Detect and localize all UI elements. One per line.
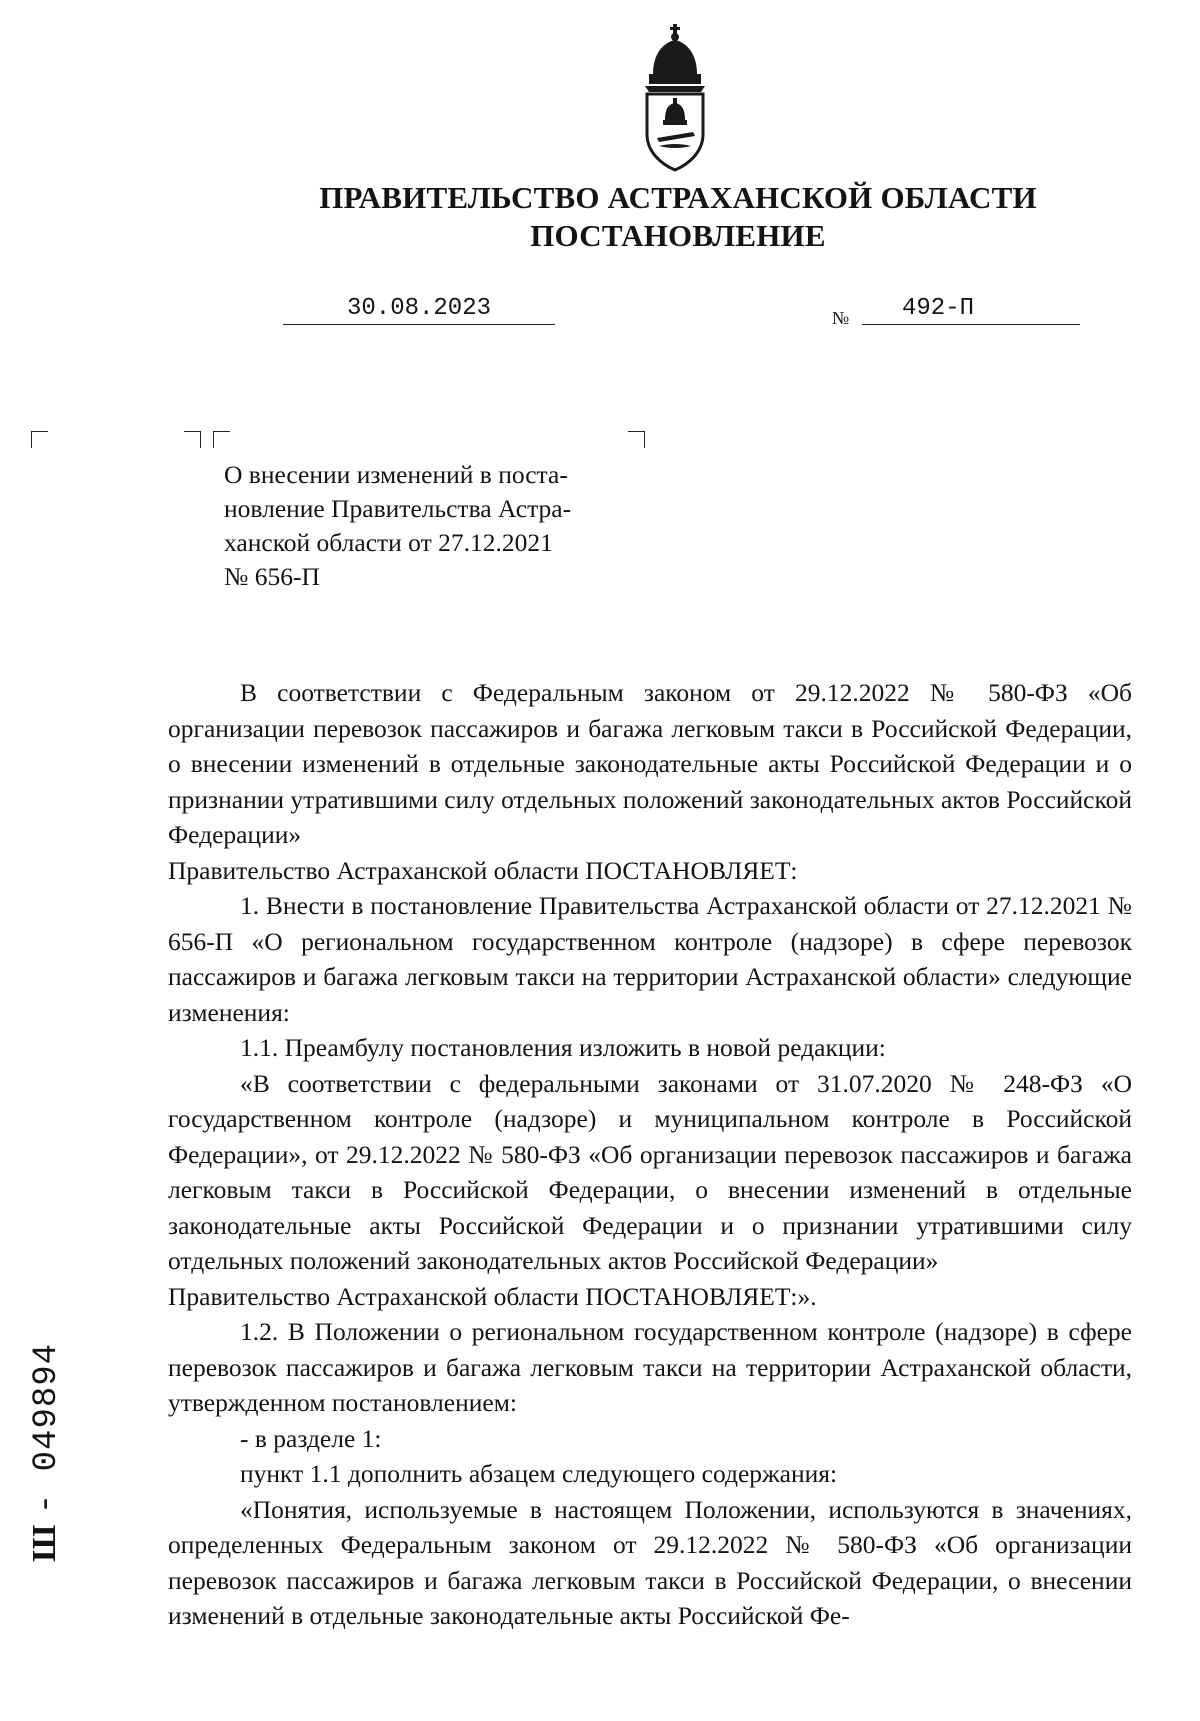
body-paragraph: Правительство Астраханской области ПОСТАНОВЛЯЕТ:». xyxy=(168,1281,817,1311)
number-label: № xyxy=(832,308,850,328)
form-serial-stamp xyxy=(26,1343,66,1562)
form-serial-number: - 049894 xyxy=(28,1342,66,1515)
body-paragraph: пункт 1.1 дополнить абзацем следующего содержания: xyxy=(240,1459,838,1488)
subject-corner-mark-inner xyxy=(213,431,230,448)
organization-title: ПРАВИТЕЛЬСТВО АСТРАХАНСКОЙ ОБЛАСТИ xyxy=(319,180,1037,215)
form-series: Ш xyxy=(26,1523,63,1562)
subject-line: О внесении изменений в поста- xyxy=(224,460,568,489)
body-paragraph: «В соответствии с федеральными законами от 31.07.2020 № 248-ФЗ «О государственном контроле (надзоре) и муниципальном контроле в Российской Федерации», от 29.12.2022 № 580-ФЗ «Об организации перевозок пассажиров и багажа легковым такси в Российской Федерации, о внесении изменений в отдельные законодательные акты Российской Федерации и о признании утратившими силу отдельных положений законодательных актов Российской Федерации» xyxy=(168,1068,1132,1275)
subject-corner-mark-left xyxy=(184,431,201,448)
subject-line: новление Правительства Астра- xyxy=(224,494,572,523)
body-paragraph: Правительство Астраханской области ПОСТАНОВЛЯЕТ: xyxy=(168,855,798,885)
decree-body xyxy=(168,675,1132,1634)
subject-line: ханской области от 27.12.2021 xyxy=(224,528,553,557)
body-paragraph: В соответствии с Федеральным законом от 29.12.2022 № 580-ФЗ «Об организации перевозок пассажиров и багажа легковым такси в Российской Федерации, о внесении изменений в отдельные законодательные акты Российской Федерации и о признании утратившими силу отдельных положений законодательных актов Российской Федерации» xyxy=(168,678,1132,849)
subject-corner-mark-right xyxy=(628,431,645,448)
document-number: 492-П xyxy=(862,294,1080,325)
coat-of-arms-emblem xyxy=(639,22,711,172)
body-paragraph: - в разделе 1: xyxy=(240,1423,382,1453)
margin-corner-mark xyxy=(31,431,48,448)
document-type-title: ПОСТАНОВЛЕНИЕ xyxy=(530,218,826,253)
body-paragraph: 1.2. В Положении о региональном государственном контроле (надзоре) в сфере перевозок пассажиров и багажа легковым такси на территории Астраханской области, утвержденном постановлением: xyxy=(168,1317,1132,1417)
document-date: 30.08.2023 xyxy=(283,294,555,325)
body-paragraph: 1. Внести в постановление Правительства Астраханской области от 27.12.2021 № 656-П «О региональном государственном контроле (надзоре) в сфере перевозок пассажиров и багажа легковым такси на территории Астраханской области» следующие изменения: xyxy=(168,891,1132,1027)
body-paragraph: «Понятия, используемые в настоящем Положении, используются в значениях, определенных Федеральным законом от 29.12.2022 № 580-ФЗ «Об организации перевозок пассажиров и багажа легковым такси в Российской Федерации, о внесении изменений в отдельные законодательные акты Российской Фе- xyxy=(168,1494,1132,1630)
decree-subject xyxy=(224,458,630,594)
body-paragraph: 1.1. Преамбулу постановления изложить в новой редакции: xyxy=(240,1033,886,1062)
subject-line: № 656-П xyxy=(224,562,320,591)
